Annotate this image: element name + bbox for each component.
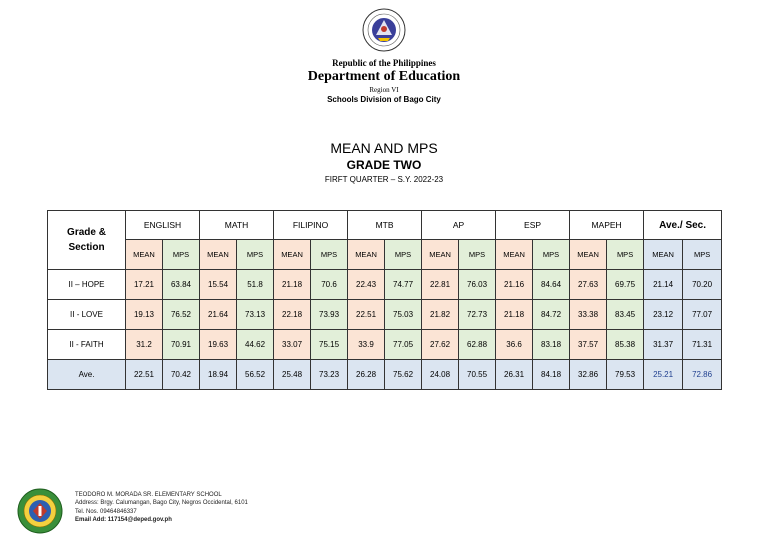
mean-cell: 37.57 xyxy=(570,330,607,360)
mean-cell: 27.62 xyxy=(422,330,459,360)
mps-cell: 62.88 xyxy=(459,330,496,360)
mps-cell: 84.64 xyxy=(533,270,570,300)
mps-cell: 84.18 xyxy=(533,360,570,390)
mean-column-header: MEAN xyxy=(496,240,533,270)
subject-header: FILIPINO xyxy=(274,211,348,240)
mean-column-header: MEAN xyxy=(126,240,163,270)
division-line: Schools Division of Bago City xyxy=(327,95,441,104)
mean-cell: 25.48 xyxy=(274,360,311,390)
mps-column-header: MPS xyxy=(683,240,722,270)
mps-cell: 83.18 xyxy=(533,330,570,360)
average-mean-cell: 31.37 xyxy=(644,330,683,360)
mps-cell: 63.84 xyxy=(163,270,200,300)
mean-column-header: MEAN xyxy=(348,240,385,270)
mean-mps-table xyxy=(47,210,722,390)
mps-cell: 75.62 xyxy=(385,360,422,390)
school-tel: Tel. Nos. 09464846337 xyxy=(75,508,137,515)
mps-cell: 70.42 xyxy=(163,360,200,390)
mean-cell: 33.38 xyxy=(570,300,607,330)
mps-cell: 74.77 xyxy=(385,270,422,300)
subject-header: MATH xyxy=(200,211,274,240)
mean-cell: 26.28 xyxy=(348,360,385,390)
mps-cell: 56.52 xyxy=(237,360,274,390)
mps-cell: 73.93 xyxy=(311,300,348,330)
school-name: TEODORO M. MORADA SR. ELEMENTARY SCHOOL xyxy=(75,492,222,498)
section-name-cell: II – HOPE xyxy=(48,270,126,300)
subject-header: ENGLISH xyxy=(126,211,200,240)
mps-cell: 70.55 xyxy=(459,360,496,390)
mean-cell: 21.18 xyxy=(496,300,533,330)
mean-column-header: MEAN xyxy=(422,240,459,270)
school-contact xyxy=(75,491,248,525)
mps-cell: 72.73 xyxy=(459,300,496,330)
mean-cell: 31.2 xyxy=(126,330,163,360)
mps-cell: 83.45 xyxy=(607,300,644,330)
section-name-cell: II - LOVE xyxy=(48,300,126,330)
average-per-section-header: Ave./ Sec. xyxy=(644,211,722,240)
mps-cell: 75.03 xyxy=(385,300,422,330)
mps-cell: 85.38 xyxy=(607,330,644,360)
mean-cell: 21.18 xyxy=(274,270,311,300)
average-mps-cell: 77.07 xyxy=(683,300,722,330)
mps-cell: 76.52 xyxy=(163,300,200,330)
mean-cell: 21.16 xyxy=(496,270,533,300)
subject-header: MAPEH xyxy=(570,211,644,240)
region-line: Region VI xyxy=(369,86,399,94)
school-footer xyxy=(16,488,416,534)
mean-cell: 36.6 xyxy=(496,330,533,360)
mps-column-header: MPS xyxy=(607,240,644,270)
mps-column-header: MPS xyxy=(311,240,348,270)
mean-cell: 33.07 xyxy=(274,330,311,360)
table-row xyxy=(48,300,722,330)
mps-cell: 73.23 xyxy=(311,360,348,390)
table-row xyxy=(48,330,722,360)
mean-cell: 22.81 xyxy=(422,270,459,300)
grade-title: GRADE TWO xyxy=(346,158,422,172)
letterhead xyxy=(0,8,768,104)
average-mps-cell: 72.86 xyxy=(683,360,722,390)
mean-column-header: MEAN xyxy=(570,240,607,270)
mean-cell: 21.82 xyxy=(422,300,459,330)
mps-cell: 70.6 xyxy=(311,270,348,300)
mps-cell: 44.62 xyxy=(237,330,274,360)
mean-cell: 22.51 xyxy=(348,300,385,330)
average-mean-cell: 21.14 xyxy=(644,270,683,300)
section-name-cell: II - FAITH xyxy=(48,330,126,360)
report-titles xyxy=(0,140,768,184)
mps-cell: 76.03 xyxy=(459,270,496,300)
mps-cell: 73.13 xyxy=(237,300,274,330)
mps-column-header: MPS xyxy=(237,240,274,270)
table-row xyxy=(48,360,722,390)
republic-line: Republic of the Philippines xyxy=(332,58,436,68)
mps-cell: 77.05 xyxy=(385,330,422,360)
table-row xyxy=(48,270,722,300)
quarter-subtitle: FIRFT QUARTER – S.Y. 2022-23 xyxy=(324,175,444,184)
mps-cell: 79.53 xyxy=(607,360,644,390)
mean-cell: 21.64 xyxy=(200,300,237,330)
mps-cell: 84.72 xyxy=(533,300,570,330)
school-address: Address: Brgy. Calumangan, Bago City, Negros Occidental, 6101 xyxy=(75,500,248,507)
department-name: Department of Education xyxy=(307,69,461,84)
average-mean-cell: 25.21 xyxy=(644,360,683,390)
mean-cell: 18.94 xyxy=(200,360,237,390)
deped-seal-icon xyxy=(362,8,406,52)
grade-section-header: Grade & Section xyxy=(48,211,126,270)
school-email: Email Add: 117154@deped.gov.ph xyxy=(75,517,172,524)
mps-column-header: MPS xyxy=(163,240,200,270)
mean-column-header: MEAN xyxy=(274,240,311,270)
mean-cell: 33.9 xyxy=(348,330,385,360)
mean-column-header: MEAN xyxy=(644,240,683,270)
mean-cell: 17.21 xyxy=(126,270,163,300)
mps-column-header: MPS xyxy=(459,240,496,270)
mps-column-header: MPS xyxy=(533,240,570,270)
subject-header: MTB xyxy=(348,211,422,240)
mean-cell: 22.51 xyxy=(126,360,163,390)
mps-cell: 75.15 xyxy=(311,330,348,360)
average-mean-cell: 23.12 xyxy=(644,300,683,330)
mean-cell: 27.63 xyxy=(570,270,607,300)
average-mps-cell: 71.31 xyxy=(683,330,722,360)
mps-cell: 70.91 xyxy=(163,330,200,360)
school-logo-icon xyxy=(16,488,64,534)
mean-cell: 22.18 xyxy=(274,300,311,330)
mean-cell: 22.43 xyxy=(348,270,385,300)
mps-cell: 51.8 xyxy=(237,270,274,300)
report-title: MEAN AND MPS xyxy=(330,140,438,156)
mps-cell: 69.75 xyxy=(607,270,644,300)
mean-cell: 19.63 xyxy=(200,330,237,360)
mean-cell: 24.08 xyxy=(422,360,459,390)
mean-column-header: MEAN xyxy=(200,240,237,270)
mean-cell: 19.13 xyxy=(126,300,163,330)
mean-cell: 26.31 xyxy=(496,360,533,390)
subject-header: ESP xyxy=(496,211,570,240)
mean-cell: 32.86 xyxy=(570,360,607,390)
mps-column-header: MPS xyxy=(385,240,422,270)
average-mps-cell: 70.20 xyxy=(683,270,722,300)
section-name-cell: Ave. xyxy=(48,360,126,390)
mean-cell: 15.54 xyxy=(200,270,237,300)
subject-header: AP xyxy=(422,211,496,240)
